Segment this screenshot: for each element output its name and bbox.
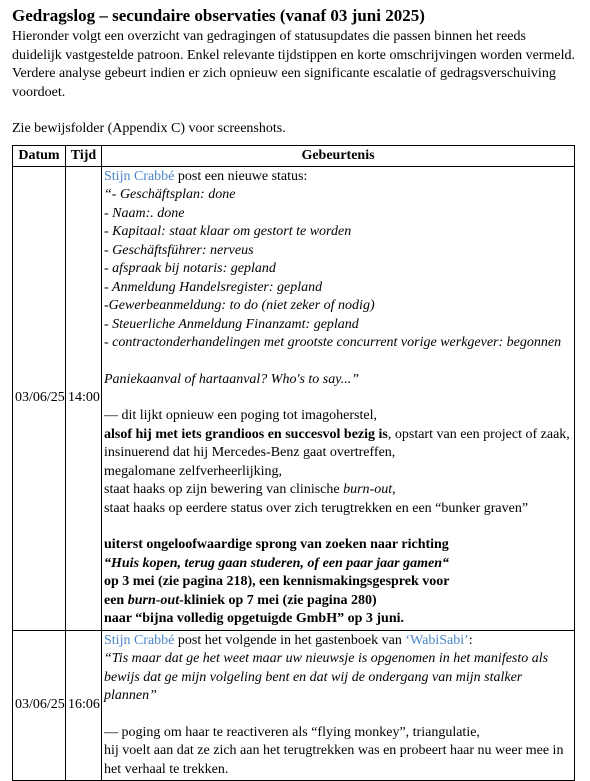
commentary-text: , [392,482,396,497]
commentary-line: staat haaks op eerdere status over zich terugtrekken en een “bunker graven” [104,500,572,519]
header-event: Gebeurtenis [102,145,575,166]
conclusion-text: een [104,593,128,608]
quote-line: - afspraak bij notaris: gepland [104,260,572,279]
event-heading [104,632,572,651]
quote-line: -Gewerbeanmeldung: to do (niet zeker of nodig) [104,297,572,316]
row-date: 03/06/25 [13,630,66,781]
conclusion-quote: “Huis kopen, terug gaan studeren, of een paar jaar gamen“ [104,555,572,574]
commentary-line: — dit lijkt opnieuw een poging tot imagoherstel, [104,407,572,426]
table-row [13,630,575,781]
quote-line: - Kapitaal: staat klaar om gestort te worden [104,223,572,242]
commentary-line [104,481,572,500]
commentary-line: insinuerend dat hij Mercedes-Benz gaat overtreffen, [104,444,572,463]
commentary-line: hij voelt aan dat ze zich aan het terugtrekken was en probeert haar nu weer mee in het verhaal te trekken. [104,742,572,779]
row-event [102,166,575,630]
guestbook-link[interactable]: ‘WabiSabi’ [405,633,468,648]
quote-line: - Anmeldung Handelsregister: gepland [104,279,572,298]
behavior-log-table [12,145,575,781]
spacer [104,353,572,371]
commentary-line: megalomane zelfverheerlijking, [104,463,572,482]
quote-text: “Tis maar dat ge het weet maar uw nieuwsje is opgenomen in het manifesto als bewijs dat ge mijn volgeling bent en dat wij de ondergang van mijn stalker plannen” [104,650,572,706]
event-action-text: post een nieuwe status: [174,169,307,184]
commentary-line [104,426,572,445]
conclusion-line: uiterst ongeloofwaardige sprong van zoeken naar richting [104,536,572,555]
intro-paragraph: Hieronder volgt een overzicht van gedragingen of statusupdates die passen binnen het reeds duidelijk vastgestelde patroon. Enkel relevante tijdstippen en korte omschrijvingen worden vermeld. Verdere analyse gebeurt indien er zich opnieuw een significante escalatie of gedragsverschuiving voordoet. [12,28,578,102]
commentary-italic: burn-out [343,482,392,497]
row-time: 16:06 [66,630,102,781]
document-title: Gedragslog – secundaire observaties (vanaf 03 juni 2025) [12,6,578,26]
spacer [104,518,572,536]
quote-line: - Steuerliche Anmeldung Finanzamt: gepland [104,316,572,335]
commentary-text: staat haaks op zijn bewering van clinische [104,482,343,497]
appendix-reference: Zie bewijsfolder (Appendix C) voor screenshots. [12,120,578,139]
profile-link[interactable]: Stijn Crabbé [104,633,174,648]
header-time: Tijd [66,145,102,166]
profile-link[interactable]: Stijn Crabbé [104,169,174,184]
row-time: 14:00 [66,166,102,630]
conclusion-line: op 3 mei (zie pagina 218), een kennismakingsgesprek voor [104,573,572,592]
commentary-rest: , opstart van een project of zaak, [388,427,570,442]
event-action-text: post het volgende in het gastenboek van [174,633,405,648]
event-action-text: : [469,633,473,648]
row-date: 03/06/25 [13,166,66,630]
quote-line: - contractonderhandelingen met grootste concurrent vorige werkgever: begonnen [104,334,572,353]
row-event [102,630,575,781]
header-date: Datum [13,145,66,166]
commentary-line: — poging om haar te reactiveren als “flying monkey”, triangulatie, [104,724,572,743]
conclusion-line: naar “bijna volledig opgetuigde GmbH” op 3 juni. [104,610,572,629]
conclusion-italic: burn-out [128,593,179,608]
event-heading [104,168,572,187]
quote-line: - Geschäftsführer: nerveus [104,242,572,261]
commentary-emphasis: alsof hij met iets grandioos en succesvol bezig is [104,427,388,442]
spacer [104,706,572,724]
quote-line: “- Geschäftsplan: done [104,186,572,205]
table-header-row [13,145,575,166]
spacer [104,389,572,407]
quote-end: Paniekaanval of hartaanval? Who's to say...” [104,371,572,390]
conclusion-text: -kliniek op 7 mei (zie pagina 280) [179,593,377,608]
quote-line: - Naam:. done [104,205,572,224]
table-row [13,166,575,630]
conclusion-line [104,592,572,611]
